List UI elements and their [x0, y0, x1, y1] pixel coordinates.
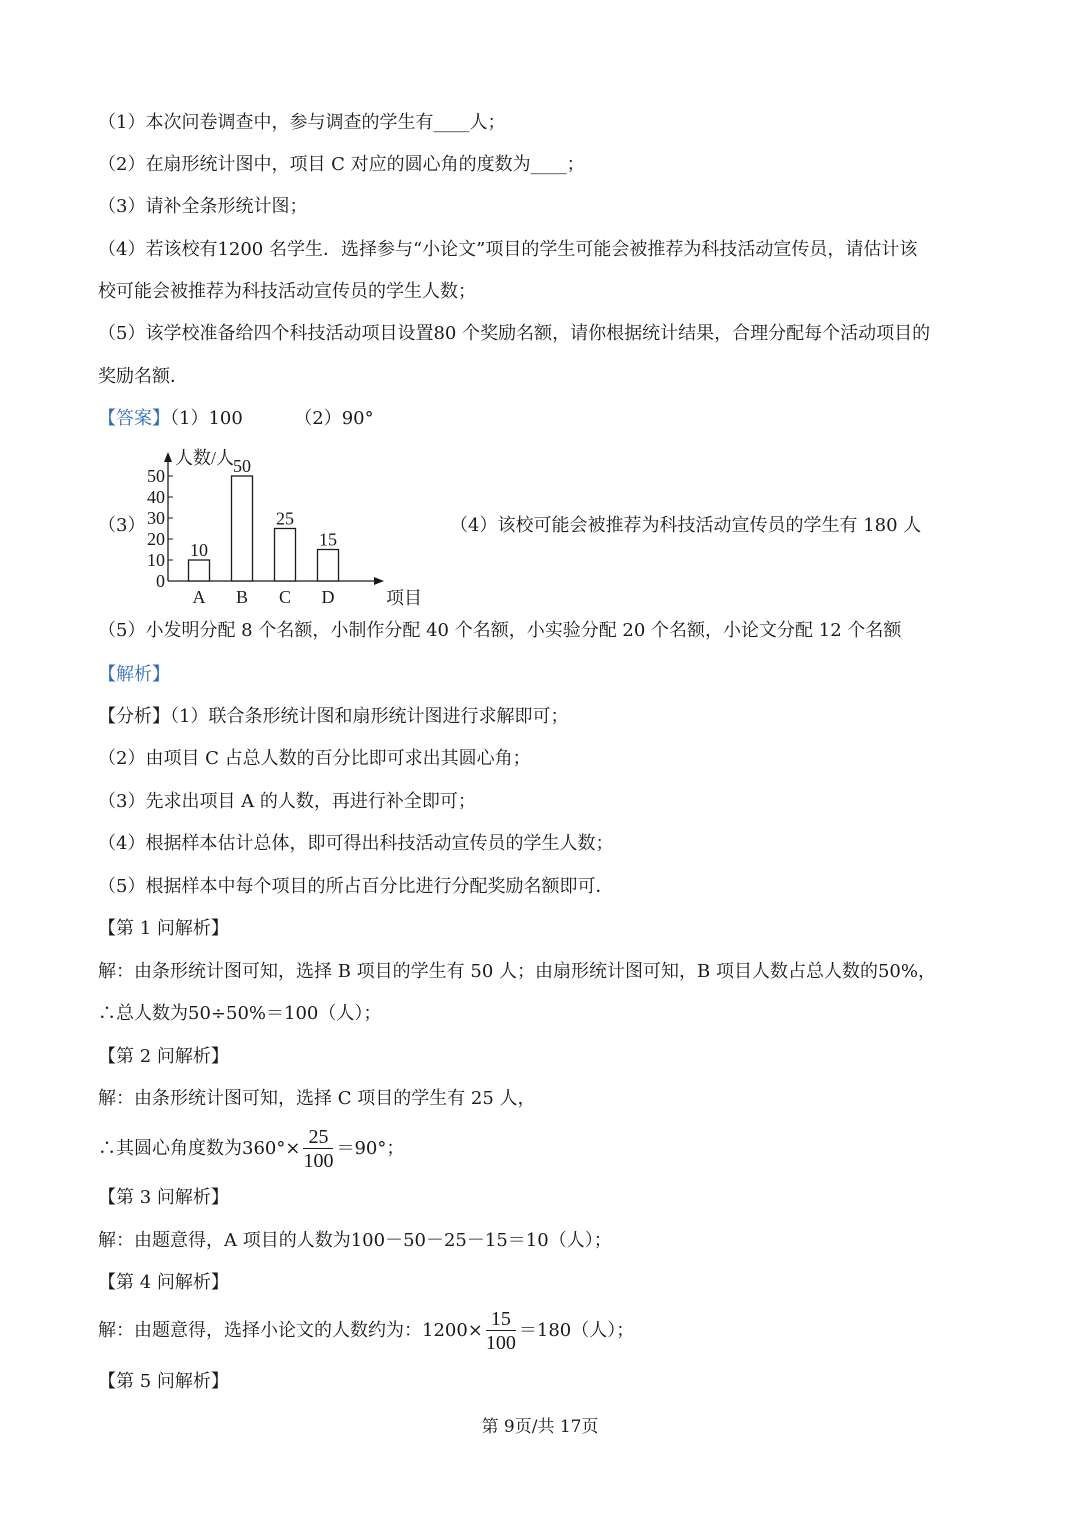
x-axis-label: 项目 [386, 588, 422, 608]
x-tick-label: C [278, 587, 292, 607]
answer-4: （4）该校可能会被推荐为科技活动宣传员的学生有 180 人 [450, 515, 922, 536]
answer-1: （1）100 [170, 408, 243, 429]
x-tick-label: B [235, 587, 249, 607]
answer-tag: 【答案】 [98, 408, 170, 429]
answer-line-1 [98, 408, 374, 430]
y-tick-label: 30 [147, 508, 165, 528]
q2-tag: 【第 2 问解析】 [98, 1046, 229, 1067]
y-tick-label: 0 [156, 571, 165, 591]
analysis-line-2: （2）由项目 C 占总人数的百分比即可求出其圆心角； [98, 748, 531, 769]
analysis-line-4: （4）根据样本估计总体，即可得出科技活动宣传员的学生人数； [98, 833, 614, 854]
bar-B [232, 476, 253, 581]
answer-3-label: （3） [98, 515, 146, 536]
bar-D [318, 550, 339, 582]
x-tick-label: A [192, 587, 206, 607]
analysis-line-1: 【分析】（1）联合条形统计图和扇形统计图进行求解即可； [98, 706, 569, 727]
q3-solution: 解：由题意得，A 项目的人数为100－50－25－15＝10（人）； [98, 1230, 612, 1251]
bar-value-label: 10 [190, 540, 208, 560]
y-tick-label: 40 [147, 487, 165, 507]
question-3: （3）请补全条形统计图； [98, 196, 308, 217]
y-tick-label: 20 [147, 529, 165, 549]
question-4-cont: 校可能会被推荐为科技活动宣传员的学生人数； [98, 281, 476, 302]
q1-solution-2: ∴总人数为50÷50%＝100（人）； [98, 1003, 382, 1024]
y-axis-arrow [164, 452, 172, 462]
bar-value-label: 15 [319, 529, 337, 550]
q5-tag: 【第 5 问解析】 [98, 1371, 229, 1392]
bar-value-label: 25 [276, 508, 294, 529]
page-footer: 第 9页/共 17页 [481, 1417, 599, 1437]
y-tick-label: 50 [147, 466, 165, 486]
question-5-cont: 奖励名额． [98, 366, 188, 387]
question-2: （2）在扇形统计图中，项目 C 对应的圆心角的度数为____； [98, 154, 585, 175]
analysis-tag: 【解析】 [98, 664, 170, 685]
question-5: （5）该学校准备给四个科技活动项目设置80 个奖励名额，请你根据统计结果，合理分配每个活动项目的 [98, 323, 931, 344]
x-axis-arrow [374, 577, 384, 585]
q1-tag: 【第 1 问解析】 [98, 918, 229, 939]
q2-solution-2: ∴其圆心角度数为360°× $\frac{25}{100}$ ＝90°； [98, 1125, 405, 1172]
q2-solution-1: 解：由条形统计图可知，选择 C 项目的学生有 25 人， [98, 1088, 536, 1109]
q3-tag: 【第 3 问解析】 [98, 1187, 229, 1208]
q1-solution-1: 解：由条形统计图可知，选择 B 项目的学生有 50 人；由扇形统计图可知，B 项目人数占总人数的50%， [98, 961, 936, 982]
question-4: （4）若该校有1200 名学生．选择参与“小论文”项目的学生可能会被推荐为科技活动宣传员，请估计该 [98, 239, 918, 260]
x-tick-label: D [321, 587, 335, 607]
bar-C [275, 529, 296, 582]
y-tick-label: 10 [147, 550, 165, 570]
fenxi-tag: 【分析】 [98, 706, 170, 727]
answer-2: （2）90° [294, 408, 374, 429]
q2-fraction: $\frac{25}{100}$ [303, 1125, 334, 1172]
bar-value-label: 50 [233, 456, 251, 476]
answer-5: （5）小发明分配 8 个名额，小制作分配 40 个名额，小实验分配 20 个名额，小论文分配 12 个名额 [98, 620, 902, 641]
q4-fraction: $\frac{15}{100}$ [485, 1307, 516, 1354]
y-axis-label: 人数/人 [175, 448, 235, 468]
bar-chart [140, 440, 422, 612]
analysis-line-5: （5）根据样本中每个项目的所占百分比进行分配奖励名额即可． [98, 876, 614, 897]
q4-solution: 解：由题意得，选择小论文的人数约为：1200× $\frac{15}{100}$ ＝180（人）； [98, 1307, 635, 1354]
analysis-line-3: （3）先求出项目 A 的人数，再进行补全即可； [98, 791, 476, 812]
question-1: （1）本次问卷调查中，参与调查的学生有____人； [98, 112, 506, 133]
bar-A [189, 560, 210, 581]
q4-tag: 【第 4 问解析】 [98, 1272, 229, 1293]
